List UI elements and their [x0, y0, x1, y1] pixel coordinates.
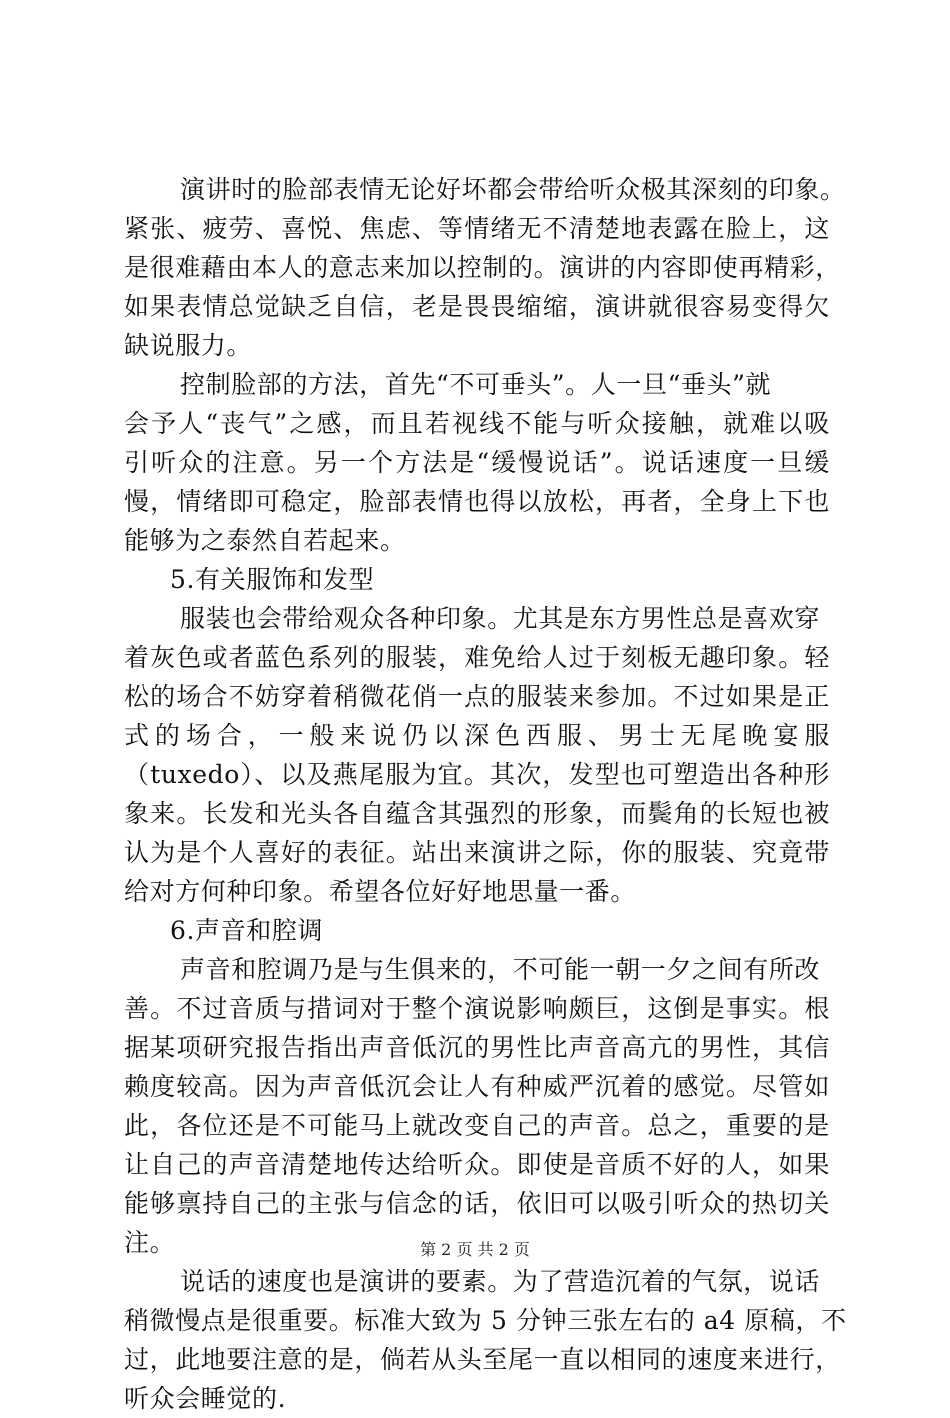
- paragraph-line: 如果表情总觉缺乏自信，老是畏畏缩缩，演讲就很容易变得欠: [124, 292, 830, 321]
- paragraph-line: 着灰色或者蓝色系列的服装，难免给人过于刻板无趣印象。轻: [124, 643, 830, 672]
- paragraph-line: 能够禀持自己的主张与信念的话，依旧可以吸引听众的热切关: [124, 1189, 830, 1218]
- paragraph-line: 据某项研究报告指出声音低沉的男性比声音高亢的男性，其信: [124, 1033, 830, 1062]
- paragraph-line: 缺说服力。: [124, 331, 253, 360]
- page-number-footer: 第 2 页 共 2 页: [420, 1240, 530, 1259]
- paragraph-line: 注。: [124, 1228, 176, 1257]
- paragraph-line: （tuxedo）、以及燕尾服为宜。其次，发型也可塑造出各种形: [124, 760, 830, 789]
- paragraph-line: 控制脸部的方法，首先“不可垂头”。人一旦“垂头”就: [180, 370, 772, 399]
- paragraph-line: 慢，情绪即可稳定，脸部表情也得以放松，再者，全身上下也: [124, 487, 830, 516]
- paragraph-line: 善。不过音质与措词对于整个演说影响颇巨，这倒是事实。根: [124, 994, 830, 1023]
- paragraph-line: 认为是个人喜好的表征。站出来演讲之际，你的服装、究竟带: [124, 838, 830, 867]
- section-heading: 6.声音和腔调: [170, 916, 324, 945]
- paragraph-line: 说话的速度也是演讲的要素。为了营造沉着的气氛，说话: [180, 1267, 821, 1296]
- paragraph-line: 赖度较高。因为声音低沉会让人有种威严沉着的感觉。尽管如: [124, 1072, 830, 1101]
- paragraph-line: 象来。长发和光头各自蕴含其强烈的形象，而鬓角的长短也被: [124, 799, 830, 828]
- paragraph-line: 紧张、疲劳、喜悦、焦虑、等情绪无不清楚地表露在脸上，这: [124, 214, 830, 243]
- paragraph-line: 此，各位还是不可能马上就改变自己的声音。总之，重要的是: [124, 1111, 830, 1140]
- paragraph-line: 松的场合不妨穿着稍微花俏一点的服装来参加。不过如果是正: [124, 682, 830, 711]
- paragraph-line: 听众会睡觉的.: [124, 1384, 287, 1413]
- paragraph-line: 让自己的声音清楚地传达给听众。即使是音质不好的人，如果: [124, 1150, 830, 1179]
- section-heading: 5.有关服饰和发型: [170, 565, 375, 594]
- paragraph-line: 稍微慢点是很重要。标准大致为 5 分钟三张左右的 a4 原稿，不: [124, 1306, 847, 1335]
- paragraph-line: 式的场合，一般来说仍以深色西服、男士无尾晚宴服: [124, 721, 830, 750]
- paragraph-line: 给对方何种印象。希望各位好好地思量一番。: [124, 877, 637, 906]
- paragraph-line: 能够为之泰然自若起来。: [124, 526, 406, 555]
- paragraph-line: 引听众的注意。另一个方法是“缓慢说话”。说话速度一旦缓: [124, 448, 830, 477]
- paragraph-line: 过，此地要注意的是，倘若从头至尾一直以相同的速度来进行，: [124, 1345, 841, 1374]
- paragraph-line: 是很难藉由本人的意志来加以控制的。演讲的内容即使再精彩，: [124, 253, 841, 282]
- paragraph-line: 演讲时的脸部表情无论好坏都会带给听众极其深刻的印象。: [180, 175, 846, 204]
- document-body: [124, 170, 847, 1418]
- paragraph-line: 会予人“丧气”之感，而且若视线不能与听众接触，就难以吸: [124, 409, 830, 438]
- paragraph-line: 声音和腔调乃是与生俱来的，不可能一朝一夕之间有所改: [180, 955, 821, 984]
- paragraph-line: 服装也会带给观众各种印象。尤其是东方男性总是喜欢穿: [180, 604, 821, 633]
